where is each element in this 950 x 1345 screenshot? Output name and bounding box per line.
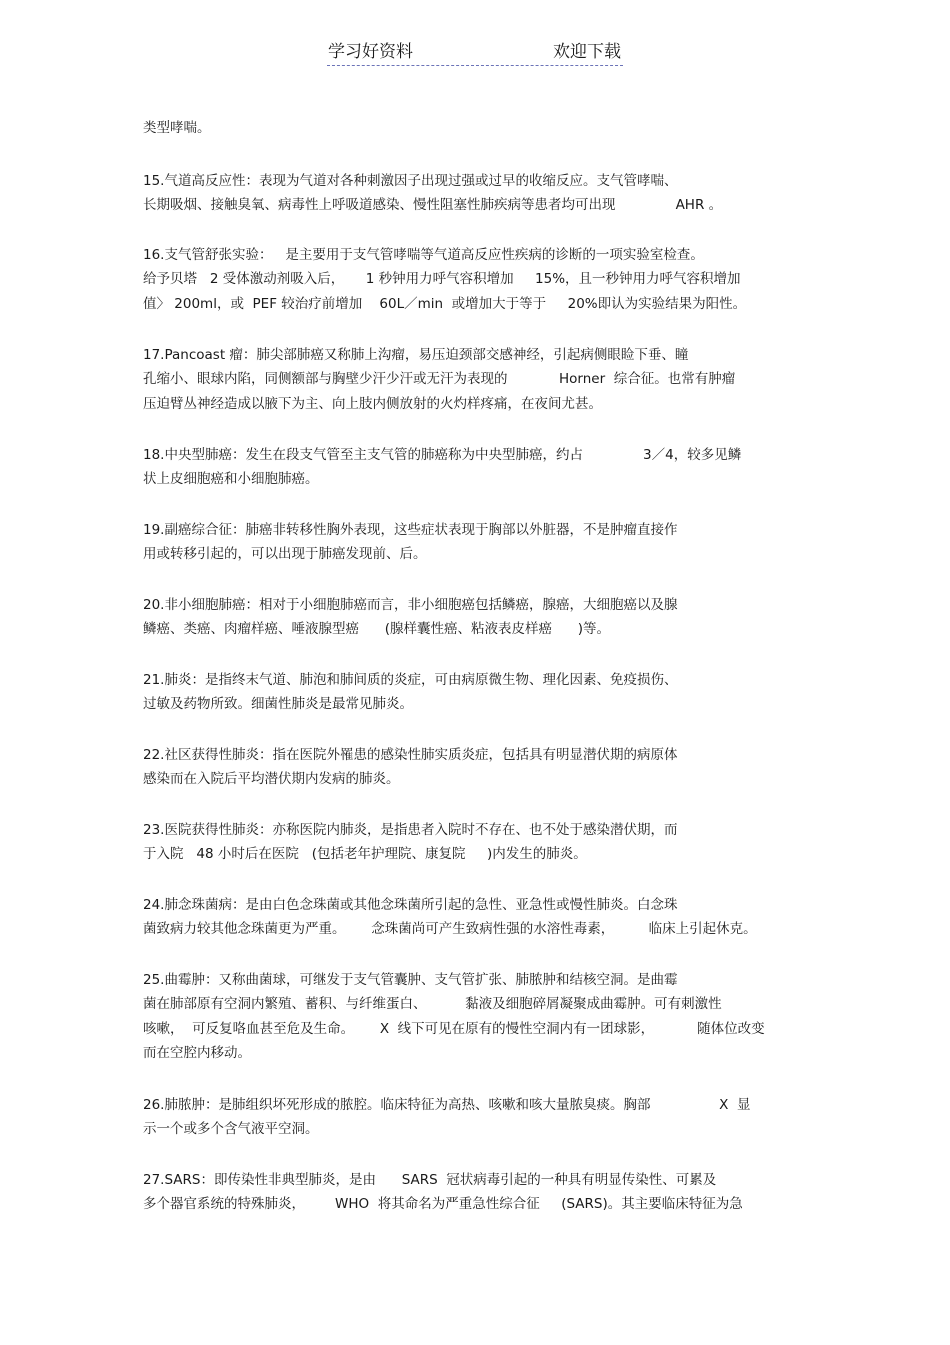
page-header bbox=[327, 41, 623, 66]
text-line: 多个器官系统的特殊肺炎， WHO 将其命名为严重急性综合征 (SARS)。其主要临床特征为急 bbox=[143, 1196, 743, 1212]
text-line: 压迫臂丛神经造成以腋下为主、向上肢内侧放射的火灼样疼痛，在夜间尤甚。 bbox=[143, 396, 602, 412]
text-line: 17.Pancoast 瘤：肺尖部肺癌又称肺上沟瘤，易压迫颈部交感神经，引起病侧眼睑下垂、瞳 bbox=[143, 347, 689, 363]
text-line: 26.肺脓肿：是肺组织坏死形成的脓腔。临床特征为高热、咳嗽和咳大量脓臭痰。胸部 X 显 bbox=[143, 1097, 751, 1113]
text-line: 18.中央型肺癌：发生在段支气管至主支气管的肺癌称为中央型肺癌，约占 3／4，较多见鳞 bbox=[143, 447, 742, 463]
header-right-text: 欢迎下载 bbox=[553, 42, 621, 62]
text-line: 于入院 48 小时后在医院 (包括老年护理院、康复院 )内发生的肺炎。 bbox=[143, 846, 587, 862]
text-line: 27.SARS：即传染性非典型肺炎，是由 SARS 冠状病毒引起的一种具有明显传染性、可累及 bbox=[143, 1172, 717, 1188]
text-line: 21.肺炎：是指终末气道、肺泡和肺间质的炎症，可由病原微生物、理化因素、免疫损伤、 bbox=[143, 672, 678, 688]
text-line: 15.气道高反应性：表现为气道对各种刺激因子出现过强或过早的收缩反应。支气管哮喘、 bbox=[143, 173, 678, 189]
text-line: 16.支气管舒张实验： 是主要用于支气管哮喘等气道高反应性疾病的诊断的一项实验室检查。 bbox=[143, 247, 704, 263]
text-line: 鳞癌、类癌、肉瘤样癌、唾液腺型癌 (腺样囊性癌、粘液表皮样癌 )等。 bbox=[143, 621, 611, 637]
text-line: 22.社区获得性肺炎：指在医院外罹患的感染性肺实质炎症，包括具有明显潜伏期的病原体 bbox=[143, 747, 678, 763]
text-line: 20.非小细胞肺癌：相对于小细胞肺癌而言，非小细胞癌包括鳞癌，腺癌，大细胞癌以及腺 bbox=[143, 597, 678, 613]
text-line: 值〉 200ml，或 PEF 较治疗前增加 60L／min 或增加大于等于 20%即认为实验结果为阳性。 bbox=[143, 296, 747, 312]
text-line: 菌在肺部原有空洞内繁殖、蓄积、与纤维蛋白、 黏液及细胞碎屑凝聚成曲霉肿。可有刺激性 bbox=[143, 996, 722, 1012]
text-line: 长期吸烟、接触臭氧、病毒性上呼吸道感染、慢性阻塞性肺疾病等患者均可出现 AHR 。 bbox=[143, 197, 723, 213]
text-line: 而在空腔内移动。 bbox=[143, 1045, 251, 1061]
text-line: 19.副癌综合征：肺癌非转移性胸外表现，这些症状表现于胸部以外脏器，不是肿瘤直接作 bbox=[143, 522, 678, 538]
text-line: 示一个或多个含气液平空洞。 bbox=[143, 1121, 319, 1137]
text-line: 25.曲霉肿：又称曲菌球，可继发于支气管囊肿、支气管扩张、肺脓肿和结核空洞。是曲霉 bbox=[143, 972, 678, 988]
text-line: 过敏及药物所致。细菌性肺炎是最常见肺炎。 bbox=[143, 696, 413, 712]
text-line: 类型哮喘。 bbox=[143, 120, 211, 136]
text-line: 感染而在入院后平均潜伏期内发病的肺炎。 bbox=[143, 771, 400, 787]
text-line: 24.肺念珠菌病：是由白色念珠菌或其他念珠菌所引起的急性、亚急性或慢性肺炎。白念珠 bbox=[143, 897, 678, 913]
text-line: 状上皮细胞癌和小细胞肺癌。 bbox=[143, 471, 319, 487]
text-line: 用或转移引起的，可以出现于肺癌发现前、后。 bbox=[143, 546, 427, 562]
text-line: 孔缩小、眼球内陷，同侧额部与胸壁少汗少汗或无汗为表现的 Horner 综合征。也常有肿瘤 bbox=[143, 371, 736, 387]
text-line: 给予贝塔 2 受体激动剂吸入后， 1 秒钟用力呼气容积增加 15%，且一秒钟用力呼气容积增加 bbox=[143, 271, 741, 287]
text-line: 咳嗽， 可反复咯血甚至危及生命。 X 线下可见在原有的慢性空洞内有一团球影， 随体位改变 bbox=[143, 1021, 765, 1037]
text-line: 23.医院获得性肺炎：亦称医院内肺炎，是指患者入院时不存在、也不处于感染潜伏期，而 bbox=[143, 822, 678, 838]
header-left-text: 学习好资料 bbox=[328, 42, 413, 62]
text-line: 菌致病力较其他念珠菌更为严重。 念珠菌尚可产生致病性强的水溶性毒素， 临床上引起休克。 bbox=[143, 921, 757, 937]
